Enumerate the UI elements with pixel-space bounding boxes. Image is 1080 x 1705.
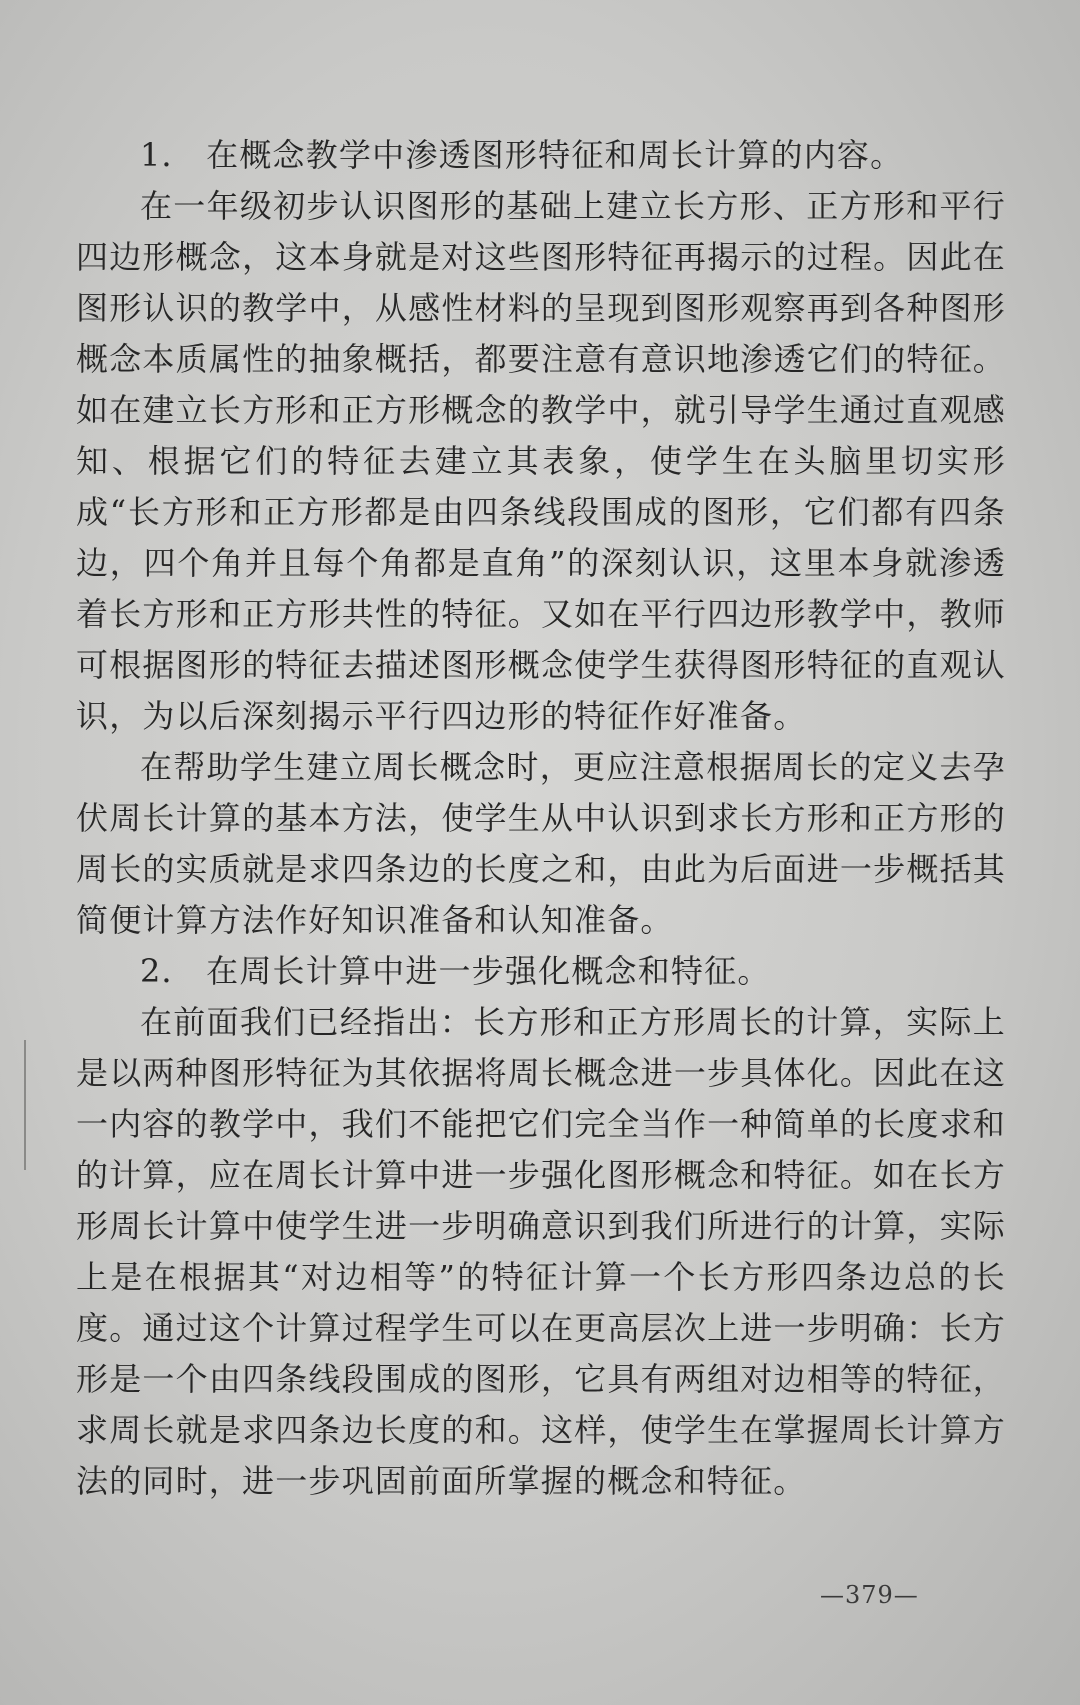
paragraph-2: 在帮助学生建立周长概念时，更应注意根据周长的定义去孕伏周长计算的基本方法，使学生从中认识到求长方形和正方形的周长的实质就是求四条边的长度之和，由此为后面进一步概括其简便计算方法作好知识准备和认知准备。 [76, 748, 1006, 939]
section-heading-2: 2． 在周长计算中进一步强化概念和特征。 [140, 952, 771, 990]
section-heading-1: 1． 在概念教学中渗透图形特征和周长计算的内容。 [140, 136, 904, 174]
paragraph-1: 在一年级初步认识图形的基础上建立长方形、正方形和平行四边形概念，这本身就是对这些图形特征再揭示的过程。因此在图形认识的教学中，从感性材料的呈现到图形观察再到各种图形概念本质属性的抽象概括，都要注意有意识地渗透它们的特征。如在建立长方形和正方形概念的教学中，就引导学生通过直观感知、根据它们的特征去建立其表象，使学生在头脑里切实形成“长方形和正方形都是由四条线段围成的图形，它们都有四条边，四个角并且每个角都是直角”的深刻认识，这里本身就渗透着长方形和正方形共性的特征。又如在平行四边形教学中，教师可根据图形的特征去描述图形概念使学生获得图形特征的直观认识，为以后深刻揭示平行四边形的特征作好准备。 [76, 187, 1006, 735]
page-number: —379— [820, 1581, 919, 1609]
binding-mark [24, 1040, 26, 1170]
paragraph-3: 在前面我们已经指出：长方形和正方形周长的计算，实际上是以两种图形特征为其依据将周长概念进一步具体化。因此在这一内容的教学中，我们不能把它们完全当作一种简单的长度求和的计算，应在周长计算中进一步强化图形概念和特征。如在长方形周长计算中使学生进一步明确意识到我们所进行的计算，实际上是在根据其“对边相等”的特征计算一个长方形四条边总的长度。通过这个计算过程学生可以在更高层次上进一步明确：长方形是一个由四条线段围成的图形，它具有两组对边相等的特征，求周长就是求四条边长度的和。这样，使学生在掌握周长计算方法的同时，进一步巩固前面所掌握的概念和特征。 [76, 1003, 1006, 1500]
body-text [76, 130, 1006, 1507]
